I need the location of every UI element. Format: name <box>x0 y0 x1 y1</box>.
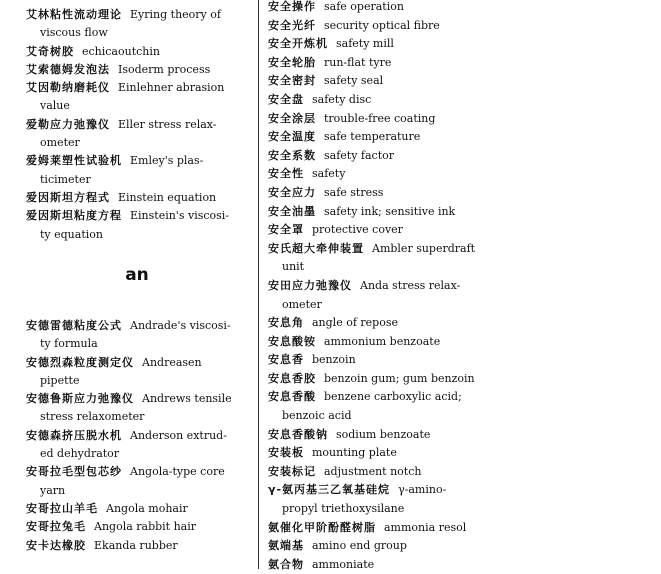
entry-line <box>26 518 248 536</box>
dictionary-entry <box>268 537 658 556</box>
entry-english-term: Andreasen <box>142 355 202 369</box>
entry-chinese-term: 艾因勒纳磨耗仪 <box>26 81 110 95</box>
dictionary-entry <box>268 351 658 370</box>
dictionary-entry <box>26 189 248 207</box>
entry-english-term: benzene carboxylic acid; <box>324 390 462 404</box>
entry-chinese-term: 安全应力 <box>268 185 316 199</box>
left-entries-bottom <box>26 317 248 555</box>
entry-line <box>268 54 658 73</box>
dictionary-entry <box>26 537 248 555</box>
entry-chinese-term: 安息酸铵 <box>268 334 316 348</box>
section-heading: an <box>125 265 149 285</box>
entry-line <box>268 91 658 110</box>
entry-chinese-term: 爱因斯坦粘度方程 <box>26 209 122 223</box>
entry-continuation: stress relaxometer <box>40 410 145 424</box>
entry-english-term: Isoderm process <box>118 62 211 76</box>
entry-continuation: ometer <box>282 297 322 311</box>
entry-english-term: mounting plate <box>312 446 397 460</box>
entry-chinese-term: 安全密封 <box>268 74 316 88</box>
entry-chinese-term: 安全性 <box>268 167 304 181</box>
entry-line <box>268 0 658 17</box>
left-entries-top <box>26 6 248 244</box>
dictionary-entry <box>268 147 658 166</box>
entry-line <box>26 189 248 207</box>
entry-line <box>268 351 658 370</box>
entry-line <box>268 463 658 482</box>
dictionary-entry <box>268 54 658 73</box>
entry-chinese-term: 安全操作 <box>268 0 316 13</box>
entry-line <box>268 314 658 333</box>
entry-chinese-term: 氨端基 <box>268 539 304 553</box>
dictionary-entry <box>26 500 248 518</box>
entry-line <box>268 388 658 407</box>
entry-english-term: Andrade's viscosi- <box>130 319 231 332</box>
entry-line <box>268 110 658 129</box>
entry-line <box>26 500 248 518</box>
dictionary-entry <box>268 91 658 110</box>
entry-chinese-term: 安全盘 <box>268 92 304 106</box>
dictionary-entry <box>268 35 658 54</box>
entry-line <box>268 35 658 54</box>
entry-continuation: pipette <box>40 373 80 387</box>
entry-chinese-term: 爱勒应力弛豫仪 <box>26 117 110 131</box>
entry-line <box>26 6 248 24</box>
dictionary-entry <box>268 556 658 574</box>
entry-line <box>268 147 658 166</box>
entry-english-term: amino end group <box>312 539 407 553</box>
entry-english-term: safe operation <box>324 0 404 13</box>
entry-line <box>268 277 658 296</box>
entry-chinese-term: 安德烈森粒度测定仪 <box>26 355 134 369</box>
dictionary-entry <box>26 463 248 500</box>
entry-line <box>26 427 248 445</box>
entry-line <box>268 333 658 352</box>
entry-line <box>26 79 248 97</box>
entry-continuation: value <box>40 99 70 113</box>
dictionary-entry <box>268 221 658 240</box>
entry-english-term: Ambler superdraft <box>372 241 476 255</box>
entry-line <box>26 43 248 61</box>
entry-english-term: safe temperature <box>324 130 421 144</box>
entry-english-term: Angola-type core <box>130 465 225 479</box>
entry-english-term: safety mill <box>336 37 394 51</box>
entry-line <box>268 537 658 556</box>
entry-english-term: Anderson extrud- <box>130 428 227 442</box>
entry-english-term: adjustment notch <box>324 464 422 478</box>
entry-english-term: benzoin gum; gum benzoin <box>324 371 475 385</box>
entry-english-term: angle of repose <box>312 316 398 330</box>
entry-english-term: γ-amino- <box>398 483 447 497</box>
entry-english-term: ammonia resol <box>384 520 467 534</box>
entry-english-term: run-flat tyre <box>324 55 392 69</box>
dictionary-entry <box>26 43 248 61</box>
entry-line <box>268 72 658 91</box>
entry-chinese-term: 氨催化甲阶酚醛树脂 <box>268 520 376 534</box>
entry-english-term: safety seal <box>324 74 384 88</box>
entry-line <box>26 152 248 170</box>
dictionary-entry <box>268 17 658 36</box>
dictionary-entry <box>268 165 658 184</box>
dictionary-entry <box>26 61 248 79</box>
entry-english-term: Einstein equation <box>118 190 217 204</box>
entry-english-term: Andrews tensile <box>142 392 232 406</box>
entry-line <box>268 184 658 203</box>
entry-line <box>268 519 658 538</box>
entry-english-term: Ekanda rubber <box>94 538 178 552</box>
entry-line <box>268 165 658 184</box>
entry-line <box>26 116 248 134</box>
entry-line <box>268 128 658 147</box>
entry-line <box>26 537 248 555</box>
dictionary-entry <box>268 128 658 147</box>
dictionary-entry <box>268 203 658 222</box>
dictionary-entry <box>268 0 658 17</box>
dictionary-entry <box>268 519 658 538</box>
dictionary-entry <box>26 427 248 464</box>
dictionary-entry <box>26 207 248 244</box>
entry-line <box>268 481 658 500</box>
entry-english-term: benzoin <box>312 353 356 367</box>
entry-english-term: Angola rabbit hair <box>94 520 197 534</box>
entry-line <box>26 463 248 481</box>
entry-line <box>26 390 248 408</box>
dictionary-entry <box>268 426 658 445</box>
entry-english-term: ammonium benzoate <box>324 334 441 348</box>
entry-chinese-term: 安息角 <box>268 316 304 330</box>
dictionary-entry <box>268 72 658 91</box>
entry-chinese-term: 安哥拉山羊毛 <box>26 501 98 515</box>
entry-english-term: safety disc <box>312 92 372 106</box>
entry-english-term: protective cover <box>312 223 403 237</box>
dictionary-entry <box>26 79 248 116</box>
dictionary-entry <box>268 240 658 277</box>
entry-english-term: trouble-free coating <box>324 111 436 125</box>
entry-chinese-term: 安息香胶 <box>268 371 316 385</box>
entry-chinese-term: 安德鲁斯应力弛豫仪 <box>26 392 134 406</box>
entry-chinese-term: 艾索德姆发泡法 <box>26 62 110 76</box>
entry-line <box>268 221 658 240</box>
entry-chinese-term: 安全罩 <box>268 223 304 237</box>
entry-line <box>268 556 658 574</box>
entry-english-term: echicaoutchin <box>82 44 160 58</box>
dictionary-entry <box>268 314 658 333</box>
entry-continuation: ty formula <box>40 337 98 351</box>
entry-chinese-term: 安卡达橡胶 <box>26 538 86 552</box>
entry-chinese-term: 安德森挤压脱水机 <box>26 428 122 442</box>
entry-english-term: safety factor <box>324 148 395 162</box>
entry-line <box>26 61 248 79</box>
dictionary-entry <box>268 370 658 389</box>
entry-line <box>26 317 248 335</box>
entry-chinese-term: 安息香酸 <box>268 390 316 404</box>
entry-chinese-term: 安全油墨 <box>268 204 316 218</box>
entry-continuation: ticimeter <box>40 172 91 186</box>
entry-chinese-term: 安全轮胎 <box>268 55 316 69</box>
entry-line <box>268 203 658 222</box>
entry-chinese-term: 安全温度 <box>268 130 316 144</box>
entry-chinese-term: γ-氨丙基三乙氧基硅烷 <box>268 483 391 497</box>
entry-chinese-term: 安氏超大牵伸装置 <box>268 241 364 255</box>
entry-english-term: sodium benzoate <box>336 427 431 441</box>
entry-chinese-term: 安息香酸钠 <box>268 427 328 441</box>
dictionary-entry <box>26 116 248 153</box>
entry-line <box>26 354 248 372</box>
dictionary-entry <box>26 390 248 427</box>
entry-chinese-term: 安全开炼机 <box>268 37 328 51</box>
entry-line <box>268 17 658 36</box>
entry-english-term: ammoniate <box>312 557 375 571</box>
entry-chinese-term: 爱姆莱塑性试验机 <box>26 154 122 168</box>
entry-english-term: safety <box>312 167 346 181</box>
entry-chinese-term: 安全涂层 <box>268 111 316 125</box>
entry-continuation: benzoic acid <box>282 409 352 423</box>
entry-continuation: ed dehydrator <box>40 447 120 461</box>
entry-english-term: Anda stress relax- <box>360 278 461 292</box>
entry-chinese-term: 安哥拉毛型包芯纱 <box>26 465 122 479</box>
entry-chinese-term: 艾林粘性流动理论 <box>26 8 122 21</box>
entry-line <box>268 370 658 389</box>
entry-chinese-term: 安全光纤 <box>268 18 316 32</box>
entry-line <box>268 240 658 259</box>
dictionary-entry <box>268 388 658 425</box>
entry-continuation: yarn <box>40 483 66 497</box>
entry-chinese-term: 艾奇树胶 <box>26 44 74 58</box>
entry-line <box>268 426 658 445</box>
entry-continuation: ty equation <box>40 227 103 241</box>
entry-english-term: Angola mohair <box>106 501 188 515</box>
dictionary-entry <box>26 152 248 189</box>
dictionary-entry <box>26 518 248 536</box>
entry-chinese-term: 安全系数 <box>268 148 316 162</box>
dictionary-entry <box>268 463 658 482</box>
dictionary-entry <box>268 277 658 314</box>
dictionary-entry <box>268 444 658 463</box>
entry-continuation: viscous flow <box>40 26 108 40</box>
entry-chinese-term: 安德雷德粘度公式 <box>26 319 122 332</box>
entry-continuation: propyl triethoxysilane <box>282 502 405 516</box>
entry-continuation: ometer <box>40 136 80 150</box>
entry-english-term: Emley's plas- <box>130 154 204 168</box>
entry-english-term: safe stress <box>324 185 384 199</box>
entry-continuation: unit <box>282 260 305 274</box>
entry-line <box>26 207 248 225</box>
dictionary-entry <box>268 184 658 203</box>
dictionary-entry <box>26 354 248 391</box>
entry-english-term: security optical fibre <box>324 18 440 32</box>
entry-english-term: Eller stress relax- <box>118 117 217 131</box>
dictionary-entry <box>268 333 658 352</box>
column-divider <box>258 0 259 569</box>
dictionary-entry <box>26 317 248 354</box>
entry-chinese-term: 爱因斯坦方程式 <box>26 190 110 204</box>
entry-chinese-term: 安田应力弛豫仪 <box>268 278 352 292</box>
entry-english-term: Einstein's viscosi- <box>130 209 230 223</box>
entry-english-term: safety ink; sensitive ink <box>324 204 456 218</box>
entry-chinese-term: 安哥拉兔毛 <box>26 520 86 534</box>
entry-english-term: Eyring theory of <box>130 8 221 21</box>
entry-english-term: Einlehner abrasion <box>118 81 225 95</box>
dictionary-entry <box>268 481 658 518</box>
entry-chinese-term: 安装板 <box>268 446 304 460</box>
entry-chinese-term: 安装标记 <box>268 464 316 478</box>
right-entries <box>268 0 658 574</box>
entry-chinese-term: 氨合物 <box>268 557 304 571</box>
entry-chinese-term: 安息香 <box>268 353 304 367</box>
dictionary-entry <box>268 110 658 129</box>
dictionary-entry <box>26 6 248 43</box>
entry-line <box>268 444 658 463</box>
